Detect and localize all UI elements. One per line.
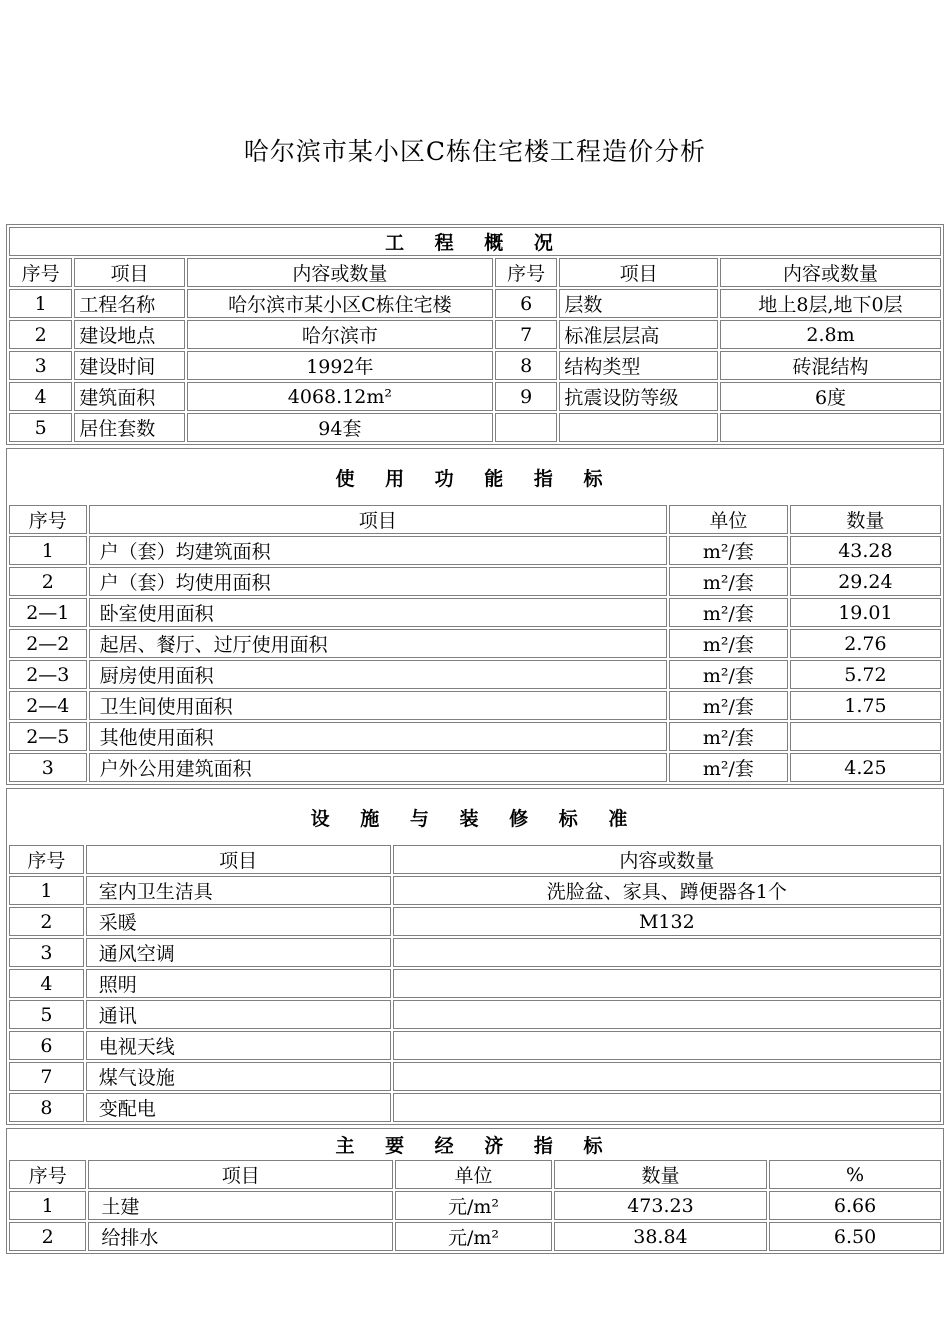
cell-percent: 6.66 xyxy=(769,1191,941,1220)
cell-item: 变配电 xyxy=(86,1093,391,1122)
cell-item: 厨房使用面积 xyxy=(89,660,667,689)
cell-item: 户（套）均建筑面积 xyxy=(89,536,667,565)
facilities-heading-row xyxy=(9,791,941,843)
cell-index: 2—1 xyxy=(9,598,87,627)
cell-index: 3 xyxy=(9,938,84,967)
cell-unit: m²/套 xyxy=(669,691,788,720)
table-row xyxy=(9,969,941,998)
cell-item: 层数 xyxy=(559,289,718,318)
cell-quantity: 43.28 xyxy=(790,536,941,565)
cell-item: 煤气设施 xyxy=(86,1062,391,1091)
column-header: 项目 xyxy=(86,845,391,874)
cell-value: 地上8层,地下0层 xyxy=(720,289,941,318)
table-row xyxy=(9,629,941,658)
cell-index: 5 xyxy=(9,1000,84,1029)
cell-value xyxy=(393,1062,941,1091)
column-header: 序号 xyxy=(9,505,87,534)
cell-value: 哈尔滨市某小区C栋住宅楼 xyxy=(187,289,493,318)
cell-index: 6 xyxy=(495,289,557,318)
cell-value: 哈尔滨市 xyxy=(187,320,493,349)
cell-quantity xyxy=(790,722,941,751)
cell-value xyxy=(393,938,941,967)
cell-value xyxy=(393,1031,941,1060)
column-header: 序号 xyxy=(9,1160,86,1189)
cell-index: 3 xyxy=(9,753,87,782)
table-row xyxy=(9,907,941,936)
cell-item: 照明 xyxy=(86,969,391,998)
table-row xyxy=(9,320,941,349)
cell-item: 户外公用建筑面积 xyxy=(89,753,667,782)
overview-table xyxy=(7,225,943,444)
cell-index: 1 xyxy=(9,1191,86,1220)
table-row xyxy=(9,413,941,442)
cell-unit: m²/套 xyxy=(669,722,788,751)
column-header: 单位 xyxy=(395,1160,552,1189)
overview-heading-row xyxy=(9,227,941,256)
cell-quantity: 38.84 xyxy=(554,1222,767,1251)
cell-value: 1992年 xyxy=(187,351,493,380)
document-title: 哈尔滨市某小区C栋住宅楼工程造价分析 xyxy=(243,137,707,166)
column-header: % xyxy=(769,1160,941,1189)
cell-item xyxy=(559,413,718,442)
cell-item: 抗震设防等级 xyxy=(559,382,718,411)
cell-quantity: 473.23 xyxy=(554,1191,767,1220)
cell-item: 给排水 xyxy=(88,1222,393,1251)
cell-index: 2—4 xyxy=(9,691,87,720)
function-heading-row xyxy=(9,451,941,503)
cell-item: 建设地点 xyxy=(74,320,184,349)
column-header: 序号 xyxy=(9,258,72,287)
cell-index: 1 xyxy=(9,536,87,565)
economic-heading-row xyxy=(9,1131,941,1158)
cell-value: 4068.12m² xyxy=(187,382,493,411)
cell-index: 6 xyxy=(9,1031,84,1060)
column-header: 单位 xyxy=(669,505,788,534)
table-row xyxy=(9,1062,941,1091)
cell-item: 电视天线 xyxy=(86,1031,391,1060)
column-header: 序号 xyxy=(495,258,557,287)
cell-value xyxy=(393,1000,941,1029)
cell-value xyxy=(720,413,941,442)
column-header: 内容或数量 xyxy=(393,845,941,874)
cell-quantity: 1.75 xyxy=(790,691,941,720)
table-row xyxy=(9,1222,941,1251)
cell-item: 通讯 xyxy=(86,1000,391,1029)
column-header: 内容或数量 xyxy=(720,258,941,287)
cell-index: 1 xyxy=(9,876,84,905)
cell-index: 2 xyxy=(9,320,72,349)
table-row xyxy=(9,660,941,689)
table-row xyxy=(9,1031,941,1060)
column-header: 内容或数量 xyxy=(187,258,493,287)
economic-heading: 主 要 经 济 指 标 xyxy=(335,1135,615,1157)
cell-value: 砖混结构 xyxy=(720,351,941,380)
cell-unit: m²/套 xyxy=(669,753,788,782)
cell-unit: m²/套 xyxy=(669,536,788,565)
cell-item: 卫生间使用面积 xyxy=(89,691,667,720)
column-header: 项目 xyxy=(89,505,667,534)
cell-index: 1 xyxy=(9,289,72,318)
economic-section xyxy=(6,1128,944,1254)
column-header: 数量 xyxy=(554,1160,767,1189)
cell-unit: m²/套 xyxy=(669,660,788,689)
overview-header-row xyxy=(9,258,941,287)
cell-percent: 6.50 xyxy=(769,1222,941,1251)
economic-header-row xyxy=(9,1160,941,1189)
cell-item: 其他使用面积 xyxy=(89,722,667,751)
function-table xyxy=(7,449,943,784)
cell-index: 4 xyxy=(9,969,84,998)
table-row xyxy=(9,938,941,967)
table-row xyxy=(9,1093,941,1122)
function-header-row xyxy=(9,505,941,534)
cell-value: 洗脸盆、家具、蹲便器各1个 xyxy=(393,876,941,905)
column-header: 数量 xyxy=(790,505,941,534)
overview-heading: 工 程 概 况 xyxy=(9,227,941,256)
cell-item: 结构类型 xyxy=(559,351,718,380)
cell-unit: m²/套 xyxy=(669,567,788,596)
cell-value: 94套 xyxy=(187,413,493,442)
cell-value xyxy=(393,969,941,998)
cell-index: 3 xyxy=(9,351,72,380)
table-row xyxy=(9,753,941,782)
cell-index: 9 xyxy=(495,382,557,411)
facilities-section xyxy=(6,788,944,1125)
column-header: 序号 xyxy=(9,845,84,874)
cell-quantity: 19.01 xyxy=(790,598,941,627)
cell-index: 5 xyxy=(9,413,72,442)
cell-item: 建筑面积 xyxy=(74,382,184,411)
cell-quantity: 4.25 xyxy=(790,753,941,782)
cell-index: 2—3 xyxy=(9,660,87,689)
cell-index: 8 xyxy=(9,1093,84,1122)
cell-item: 卧室使用面积 xyxy=(89,598,667,627)
cell-index: 7 xyxy=(9,1062,84,1091)
column-header: 项目 xyxy=(88,1160,393,1189)
cell-index xyxy=(495,413,557,442)
cell-item: 起居、餐厅、过厅使用面积 xyxy=(89,629,667,658)
cell-item: 室内卫生洁具 xyxy=(86,876,391,905)
function-section xyxy=(6,448,944,785)
economic-table xyxy=(7,1129,943,1253)
cell-index: 8 xyxy=(495,351,557,380)
table-row xyxy=(9,1000,941,1029)
cell-index: 2 xyxy=(9,907,84,936)
cell-item: 建设时间 xyxy=(74,351,184,380)
overview-section xyxy=(6,224,944,445)
cell-item: 户（套）均使用面积 xyxy=(89,567,667,596)
table-row xyxy=(9,722,941,751)
facilities-heading: 设 施 与 装 修 标 准 xyxy=(310,807,640,830)
table-row xyxy=(9,691,941,720)
cell-index: 4 xyxy=(9,382,72,411)
cell-unit: 元/m² xyxy=(395,1222,552,1251)
table-row xyxy=(9,536,941,565)
table-row xyxy=(9,567,941,596)
cell-item: 采暖 xyxy=(86,907,391,936)
cell-unit: m²/套 xyxy=(669,598,788,627)
cell-value: 6度 xyxy=(720,382,941,411)
cell-quantity: 2.76 xyxy=(790,629,941,658)
function-heading: 使 用 功 能 指 标 xyxy=(335,467,615,490)
cell-index: 2 xyxy=(9,1222,86,1251)
cell-item: 居住套数 xyxy=(74,413,184,442)
table-row xyxy=(9,351,941,380)
table-row xyxy=(9,1191,941,1220)
cell-value xyxy=(393,1093,941,1122)
cell-unit: m²/套 xyxy=(669,629,788,658)
cell-index: 2—5 xyxy=(9,722,87,751)
cell-index: 2—2 xyxy=(9,629,87,658)
cell-quantity: 5.72 xyxy=(790,660,941,689)
facilities-header-row xyxy=(9,845,941,874)
column-header: 项目 xyxy=(559,258,718,287)
facilities-table xyxy=(7,789,943,1124)
cell-item: 土建 xyxy=(88,1191,393,1220)
cell-value: M132 xyxy=(393,907,941,936)
cell-unit: 元/m² xyxy=(395,1191,552,1220)
table-row xyxy=(9,382,941,411)
cell-item: 通风空调 xyxy=(86,938,391,967)
cell-value: 2.8m xyxy=(720,320,941,349)
column-header: 项目 xyxy=(74,258,184,287)
table-row xyxy=(9,598,941,627)
cell-item: 工程名称 xyxy=(74,289,184,318)
table-row xyxy=(9,876,941,905)
table-row xyxy=(9,289,941,318)
cell-index: 2 xyxy=(9,567,87,596)
cell-item: 标准层层高 xyxy=(559,320,718,349)
cost-analysis-sheet xyxy=(6,224,944,1257)
cell-quantity: 29.24 xyxy=(790,567,941,596)
cell-index: 7 xyxy=(495,320,557,349)
